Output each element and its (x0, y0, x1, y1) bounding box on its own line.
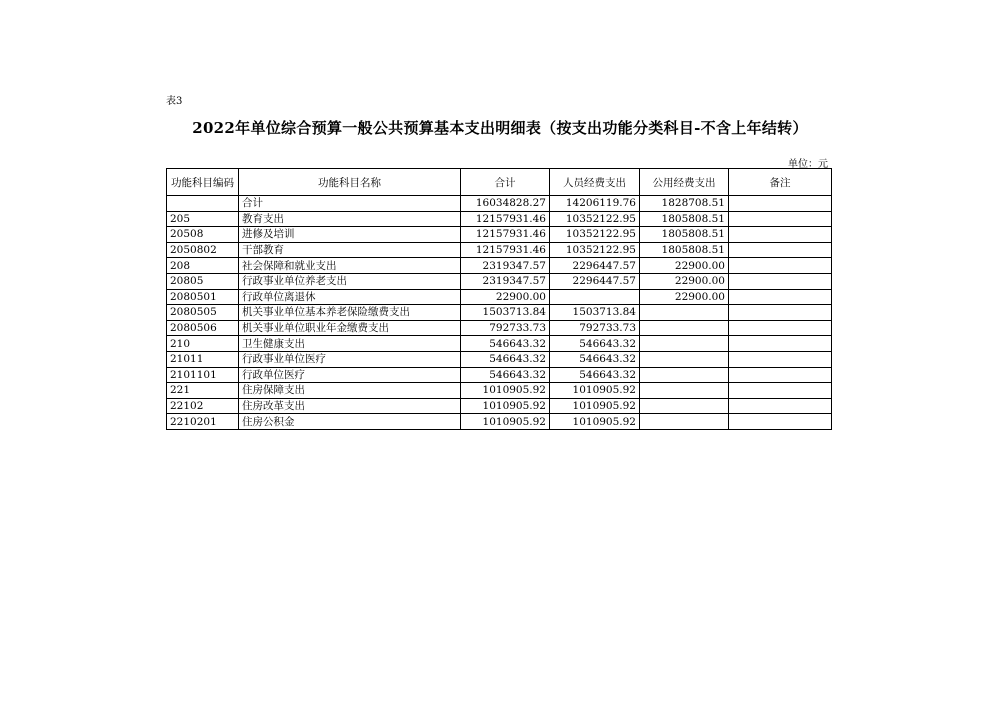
table-row (167, 242, 832, 258)
row-name-cell: 社会保障和就业支出 (239, 258, 461, 274)
row-total-cell: 1503713.84 (461, 305, 550, 321)
row-personnel-cell: 1503713.84 (550, 305, 640, 321)
row-note-cell (729, 320, 832, 336)
row-name-cell: 进修及培训 (239, 227, 461, 243)
row-note-cell (729, 227, 832, 243)
row-name-cell: 住房保障支出 (239, 383, 461, 399)
row-name-cell: 行政单位医疗 (239, 367, 461, 383)
row-public-cell (640, 351, 729, 367)
row-personnel-cell: 1010905.92 (550, 414, 640, 430)
row-public-cell (640, 367, 729, 383)
row-code-cell: 205 (167, 211, 239, 227)
row-total-cell: 12157931.46 (461, 227, 550, 243)
row-personnel-cell: 792733.73 (550, 320, 640, 336)
table-body (167, 196, 832, 430)
row-code-cell: 22102 (167, 398, 239, 414)
row-code-cell: 2101101 (167, 367, 239, 383)
table-row (167, 320, 832, 336)
row-public-cell: 1805808.51 (640, 227, 729, 243)
row-total-cell: 2319347.57 (461, 273, 550, 289)
row-public-cell: 1828708.51 (640, 196, 729, 212)
row-public-cell (640, 320, 729, 336)
row-note-cell (729, 351, 832, 367)
table-row (167, 196, 832, 212)
row-name-cell: 机关事业单位职业年金缴费支出 (239, 320, 461, 336)
row-name-cell: 机关事业单位基本养老保险缴费支出 (239, 305, 461, 321)
row-personnel-cell: 14206119.76 (550, 196, 640, 212)
table-row (167, 305, 832, 321)
row-public-cell (640, 336, 729, 352)
row-note-cell (729, 383, 832, 399)
header-personnel: 人员经费支出 (550, 169, 640, 196)
table-number-label: 表3 (166, 96, 183, 107)
row-code-cell: 210 (167, 336, 239, 352)
row-public-cell (640, 398, 729, 414)
row-code-cell: 2080505 (167, 305, 239, 321)
unit-label: 单位：元 (788, 159, 828, 170)
row-note-cell (729, 367, 832, 383)
row-note-cell (729, 273, 832, 289)
table-row (167, 289, 832, 305)
row-code-cell: 21011 (167, 351, 239, 367)
row-code-cell: 20508 (167, 227, 239, 243)
row-name-cell: 住房公积金 (239, 414, 461, 430)
row-public-cell (640, 414, 729, 430)
row-code-cell: 2080506 (167, 320, 239, 336)
row-note-cell (729, 336, 832, 352)
row-note-cell (729, 211, 832, 227)
row-personnel-cell (550, 289, 640, 305)
row-code-cell: 2080501 (167, 289, 239, 305)
row-note-cell (729, 242, 832, 258)
row-note-cell (729, 258, 832, 274)
table-row (167, 273, 832, 289)
row-personnel-cell: 1010905.92 (550, 398, 640, 414)
row-personnel-cell: 10352122.95 (550, 242, 640, 258)
row-name-cell: 行政事业单位养老支出 (239, 273, 461, 289)
row-name-cell: 教育支出 (239, 211, 461, 227)
row-note-cell (729, 398, 832, 414)
row-note-cell (729, 196, 832, 212)
row-total-cell: 546643.32 (461, 367, 550, 383)
row-personnel-cell: 546643.32 (550, 351, 640, 367)
table-header-row (167, 169, 832, 196)
row-code-cell: 2050802 (167, 242, 239, 258)
row-total-cell: 22900.00 (461, 289, 550, 305)
table-row (167, 414, 832, 430)
table-row (167, 211, 832, 227)
row-code-cell (167, 196, 239, 212)
table-row (167, 258, 832, 274)
row-note-cell (729, 289, 832, 305)
row-public-cell (640, 305, 729, 321)
row-public-cell: 22900.00 (640, 273, 729, 289)
row-total-cell: 546643.32 (461, 351, 550, 367)
header-public: 公用经费支出 (640, 169, 729, 196)
table-row (167, 367, 832, 383)
row-name-cell: 行政单位离退休 (239, 289, 461, 305)
row-personnel-cell: 546643.32 (550, 336, 640, 352)
row-personnel-cell: 10352122.95 (550, 227, 640, 243)
row-personnel-cell: 2296447.57 (550, 258, 640, 274)
row-name-cell: 行政事业单位医疗 (239, 351, 461, 367)
header-note: 备注 (729, 169, 832, 196)
row-total-cell: 1010905.92 (461, 414, 550, 430)
row-personnel-cell: 1010905.92 (550, 383, 640, 399)
row-public-cell: 22900.00 (640, 289, 729, 305)
row-name-cell: 干部教育 (239, 242, 461, 258)
row-total-cell: 792733.73 (461, 320, 550, 336)
table-row (167, 227, 832, 243)
row-code-cell: 20805 (167, 273, 239, 289)
table-row (167, 398, 832, 414)
row-code-cell: 2210201 (167, 414, 239, 430)
row-name-cell: 住房改革支出 (239, 398, 461, 414)
row-public-cell: 1805808.51 (640, 242, 729, 258)
table-row (167, 336, 832, 352)
document-title: 2022年单位综合预算一般公共预算基本支出明细表（按支出功能分类科目-不含上年结转） (192, 119, 808, 137)
row-public-cell (640, 383, 729, 399)
row-total-cell: 1010905.92 (461, 383, 550, 399)
row-name-cell: 卫生健康支出 (239, 336, 461, 352)
row-total-cell: 1010905.92 (461, 398, 550, 414)
row-note-cell (729, 305, 832, 321)
row-personnel-cell: 2296447.57 (550, 273, 640, 289)
table-row (167, 351, 832, 367)
row-code-cell: 221 (167, 383, 239, 399)
row-total-cell: 546643.32 (461, 336, 550, 352)
row-total-cell: 16034828.27 (461, 196, 550, 212)
row-code-cell: 208 (167, 258, 239, 274)
row-name-cell: 合计 (239, 196, 461, 212)
row-total-cell: 2319347.57 (461, 258, 550, 274)
budget-detail-table (166, 168, 832, 430)
row-note-cell (729, 414, 832, 430)
row-total-cell: 12157931.46 (461, 211, 550, 227)
row-personnel-cell: 546643.32 (550, 367, 640, 383)
header-total: 合计 (461, 169, 550, 196)
header-code: 功能科目编码 (167, 169, 239, 196)
row-public-cell: 22900.00 (640, 258, 729, 274)
row-public-cell: 1805808.51 (640, 211, 729, 227)
table-row (167, 383, 832, 399)
header-name: 功能科目名称 (239, 169, 461, 196)
row-personnel-cell: 10352122.95 (550, 211, 640, 227)
row-total-cell: 12157931.46 (461, 242, 550, 258)
